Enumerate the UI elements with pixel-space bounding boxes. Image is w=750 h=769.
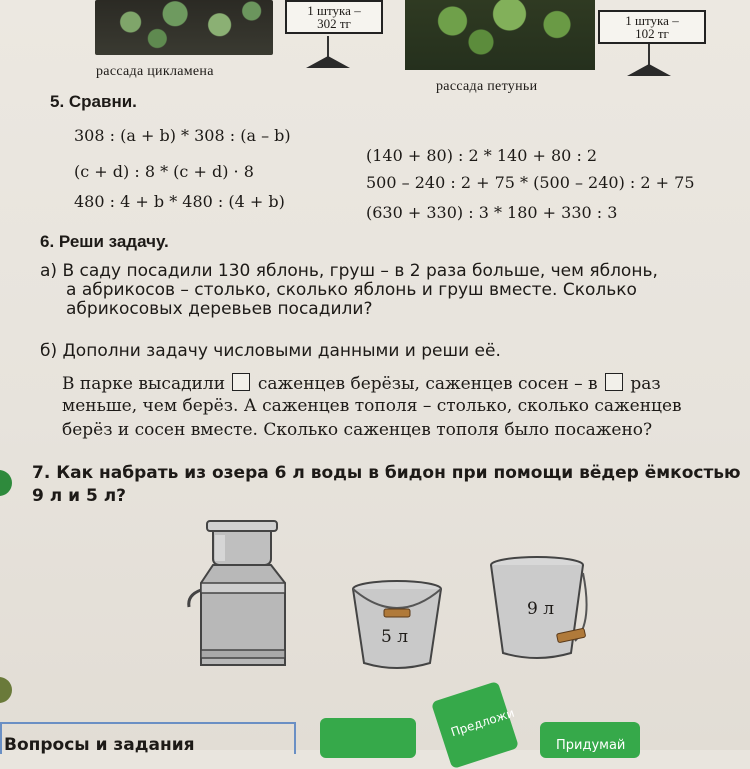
cyclamen-seedlings-photo bbox=[95, 0, 273, 55]
puzzle-label-suggest: Предложи bbox=[449, 705, 517, 740]
section-marker-icon bbox=[0, 470, 12, 496]
task6b-line-1 bbox=[62, 373, 661, 394]
task6a-line-3: абрикосовых деревьев посадили? bbox=[66, 299, 373, 319]
task6b-text: раз bbox=[630, 374, 661, 394]
task5-expr-left-1: 308 : (a + b) * 308 : (a – b) bbox=[74, 126, 291, 145]
answer-box-birch-count[interactable] bbox=[232, 373, 250, 391]
task7-line-1: 7. Как набрать из озера 6 л воды в бидон при помощи вёдер ёмкостью bbox=[32, 463, 741, 483]
sign-stand bbox=[306, 56, 350, 68]
section-marker-icon bbox=[0, 677, 12, 703]
answer-box-times-less[interactable] bbox=[605, 373, 623, 391]
caption-petunia: рассада петуньи bbox=[436, 79, 538, 94]
task6a-line-1: а) В саду посадили 130 яблонь, груш – в 2 раза больше, чем яблонь, bbox=[40, 261, 658, 281]
task6b-text: В парке высадили bbox=[62, 374, 226, 394]
price-sign-line: 1 штука – bbox=[307, 3, 361, 18]
questions-section-title: Вопросы и задания bbox=[4, 735, 195, 755]
task5-expr-right-1: (140 + 80) : 2 * 140 + 80 : 2 bbox=[366, 146, 598, 165]
milk-can-illustration bbox=[185, 515, 305, 675]
task5-expr-left-3: 480 : 4 + b * 480 : (4 + b) bbox=[74, 192, 285, 211]
task6a-line-2: а абрикосов – столько, сколько яблонь и груш вместе. Сколько bbox=[66, 280, 637, 300]
task5-expr-right-3: (630 + 330) : 3 * 180 + 330 : 3 bbox=[366, 203, 618, 222]
task5-expr-right-2: 500 – 240 : 2 + 75 * (500 – 240) : 2 + 75 bbox=[366, 173, 695, 192]
task6b-text: саженцев берёзы, саженцев сосен – в bbox=[257, 374, 598, 394]
task6-title: 6. Реши задачу. bbox=[40, 232, 169, 251]
task6b-line-2: меньше, чем берёз. А саженцев тополя – столько, сколько саженцев bbox=[62, 396, 682, 416]
petunia-seedlings-photo bbox=[405, 0, 595, 70]
puzzle-piece-suggest bbox=[431, 681, 519, 769]
task5-expr-left-2: (c + d) : 8 * (c + d) · 8 bbox=[74, 162, 254, 181]
puzzle-label-invent: Придумай bbox=[556, 738, 626, 753]
price-sign-petunia bbox=[598, 10, 706, 44]
puzzle-piece-invent bbox=[540, 722, 640, 758]
price-sign-cyclamen bbox=[285, 0, 383, 34]
price-sign-price: 102 тг bbox=[635, 26, 669, 41]
puzzle-piece bbox=[320, 718, 416, 758]
task5-title: 5. Сравни. bbox=[50, 92, 137, 111]
task7-line-2: 9 л и 5 л? bbox=[32, 486, 127, 506]
bucket-9l-label: 9 л bbox=[527, 599, 555, 619]
bucket-5l-illustration bbox=[342, 575, 452, 675]
task6b-line-3: берёз и сосен вместе. Сколько саженцев тополя было посажено? bbox=[62, 420, 653, 440]
caption-cyclamen: рассада цикламена bbox=[96, 64, 214, 79]
task6b-title: б) Дополни задачу числовыми данными и реши её. bbox=[40, 341, 501, 361]
sign-stand bbox=[627, 64, 671, 76]
bucket-5l-label: 5 л bbox=[381, 627, 409, 647]
price-sign-price: 302 тг bbox=[317, 16, 351, 31]
price-sign-line: 1 штука – bbox=[625, 13, 679, 28]
